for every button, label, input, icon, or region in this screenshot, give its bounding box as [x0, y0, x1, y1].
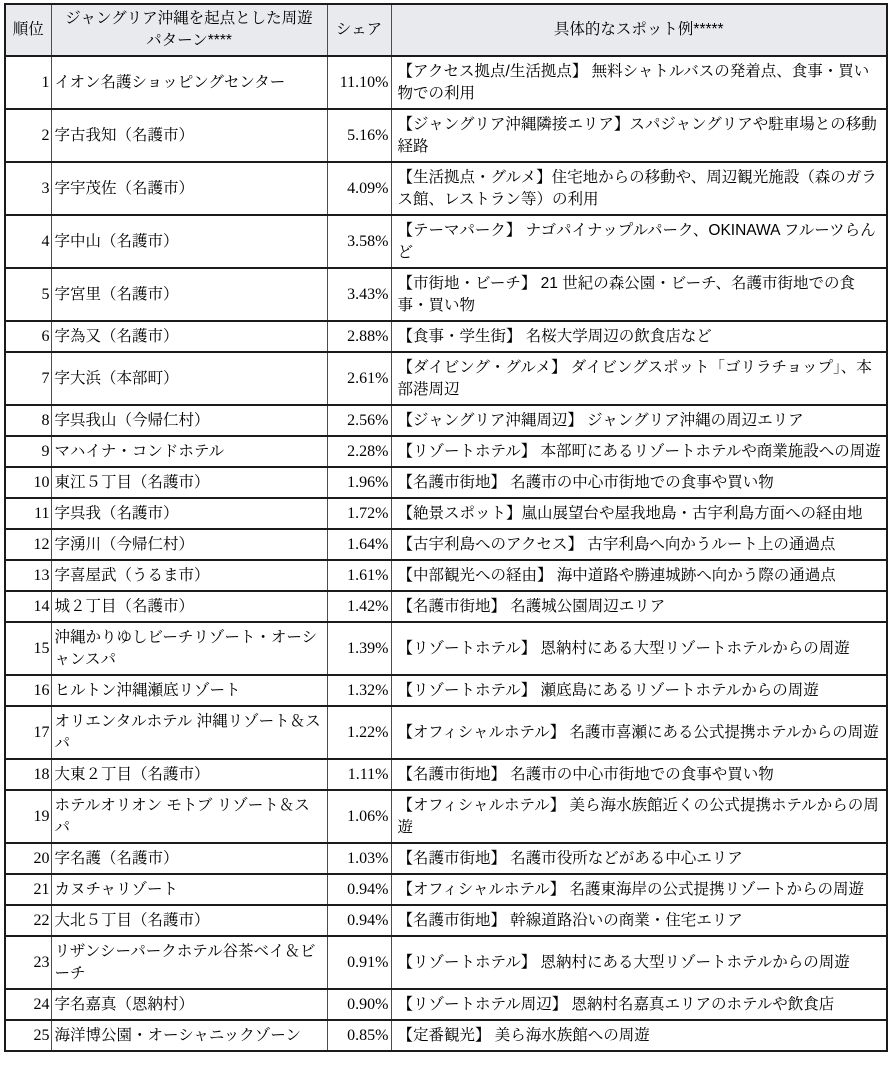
pattern-cell: 東江５丁目（名護市） [51, 467, 327, 498]
pattern-cell: 字中山（名護市） [51, 215, 327, 268]
column-header-spots: 具体的なスポット例***** [391, 4, 887, 56]
spot-cell: 【オフィシャルホテル】 美ら海水族館近くの公式提携ホテルからの周遊 [391, 790, 887, 843]
table-row [5, 905, 887, 936]
table-row [5, 529, 887, 560]
table-row [5, 162, 887, 215]
share-cell: 0.85% [327, 1020, 391, 1051]
rank-cell: 13 [5, 560, 51, 591]
table-row [5, 759, 887, 790]
share-cell: 1.03% [327, 843, 391, 874]
table-row [5, 936, 887, 989]
table-row [5, 843, 887, 874]
rank-cell: 2 [5, 109, 51, 162]
spot-cell: 【生活拠点・グルメ】住宅地からの移動や、周辺観光施設（森のガラス館、レストラン等）の利用 [391, 162, 887, 215]
rank-cell: 25 [5, 1020, 51, 1051]
pattern-cell: 字名護（名護市） [51, 843, 327, 874]
table-row [5, 56, 887, 109]
table-body [5, 56, 887, 1051]
spot-cell: 【オフィシャルホテル】 名護東海岸の公式提携リゾートからの周遊 [391, 874, 887, 905]
table-row [5, 675, 887, 706]
table-row [5, 560, 887, 591]
pattern-cell: 字為又（名護市） [51, 321, 327, 352]
pattern-cell: 沖縄かりゆしビーチリゾート・オーシャンスパ [51, 622, 327, 675]
rank-cell: 1 [5, 56, 51, 109]
table-row [5, 405, 887, 436]
table-row [5, 268, 887, 321]
pattern-cell: 大東２丁目（名護市） [51, 759, 327, 790]
pattern-cell: 字喜屋武（うるま市） [51, 560, 327, 591]
rank-cell: 8 [5, 405, 51, 436]
column-header-pattern: ジャングリア沖縄を起点とした周遊パターン**** [51, 4, 327, 56]
table-row [5, 1020, 887, 1051]
pattern-cell: 海洋博公園・オーシャニックゾーン [51, 1020, 327, 1051]
rank-cell: 3 [5, 162, 51, 215]
share-cell: 1.11% [327, 759, 391, 790]
spot-cell: 【市街地・ビーチ】 21 世紀の森公園・ビーチ、名護市街地での食事・買い物 [391, 268, 887, 321]
rank-cell: 9 [5, 436, 51, 467]
share-cell: 3.43% [327, 268, 391, 321]
spot-cell: 【リゾートホテル】 瀬底島にあるリゾートホテルからの周遊 [391, 675, 887, 706]
pattern-cell: イオン名護ショッピングセンター [51, 56, 327, 109]
spot-cell: 【ジャングリア沖縄隣接エリア】スパジャングリアや駐車場との移動経路 [391, 109, 887, 162]
pattern-cell: リザンシーパークホテル谷茶ベイ＆ビーチ [51, 936, 327, 989]
rank-cell: 12 [5, 529, 51, 560]
rank-cell: 24 [5, 989, 51, 1020]
pattern-cell: マハイナ・コンドホテル [51, 436, 327, 467]
table-row [5, 706, 887, 759]
pattern-cell: ヒルトン沖縄瀬底リゾート [51, 675, 327, 706]
rank-cell: 19 [5, 790, 51, 843]
spot-cell: 【テーマパーク】 ナゴパイナップルパーク、OKINAWA フルーツらんど [391, 215, 887, 268]
share-cell: 1.64% [327, 529, 391, 560]
table-row [5, 989, 887, 1020]
spot-cell: 【ジャングリア沖縄周辺】 ジャングリア沖縄の周辺エリア [391, 405, 887, 436]
table-row [5, 352, 887, 405]
spot-cell: 【中部観光への経由】 海中道路や勝連城跡へ向かう際の通過点 [391, 560, 887, 591]
pattern-cell: 字宇茂佐（名護市） [51, 162, 327, 215]
share-cell: 1.32% [327, 675, 391, 706]
pattern-cell: 字大浜（本部町） [51, 352, 327, 405]
spot-cell: 【アクセス拠点/生活拠点】 無料シャトルバスの発着点、食事・買い物での利用 [391, 56, 887, 109]
spot-cell: 【名護市街地】 名護市役所などがある中心エリア [391, 843, 887, 874]
spot-cell: 【ダイビング・グルメ】 ダイビングスポット「ゴリラチョップ」、本部港周辺 [391, 352, 887, 405]
table-row [5, 874, 887, 905]
rank-cell: 14 [5, 591, 51, 622]
share-cell: 11.10% [327, 56, 391, 109]
table-row [5, 109, 887, 162]
pattern-cell: 城２丁目（名護市） [51, 591, 327, 622]
rank-cell: 18 [5, 759, 51, 790]
rank-cell: 21 [5, 874, 51, 905]
rank-cell: 6 [5, 321, 51, 352]
spot-cell: 【絶景スポット】嵐山展望台や屋我地島・古宇利島方面への経由地 [391, 498, 887, 529]
rank-cell: 17 [5, 706, 51, 759]
share-cell: 1.72% [327, 498, 391, 529]
pattern-cell: カヌチャリゾート [51, 874, 327, 905]
pattern-cell: 字呉我（名護市） [51, 498, 327, 529]
pattern-cell: 字呉我山（今帰仁村） [51, 405, 327, 436]
share-cell: 1.22% [327, 706, 391, 759]
column-header-share: シェア [327, 4, 391, 56]
share-cell: 0.94% [327, 874, 391, 905]
spot-cell: 【リゾートホテル】 本部町にあるリゾートホテルや商業施設への周遊 [391, 436, 887, 467]
share-cell: 4.09% [327, 162, 391, 215]
share-cell: 2.88% [327, 321, 391, 352]
spot-cell: 【リゾートホテル】 恩納村にある大型リゾートホテルからの周遊 [391, 622, 887, 675]
rank-cell: 5 [5, 268, 51, 321]
share-cell: 5.16% [327, 109, 391, 162]
rank-cell: 4 [5, 215, 51, 268]
spot-cell: 【名護市街地】 名護市の中心市街地での食事や買い物 [391, 759, 887, 790]
pattern-cell: 字名嘉真（恩納村） [51, 989, 327, 1020]
table-row [5, 591, 887, 622]
table-row [5, 467, 887, 498]
table-row [5, 622, 887, 675]
rank-cell: 16 [5, 675, 51, 706]
share-cell: 3.58% [327, 215, 391, 268]
table-header [5, 4, 887, 56]
share-cell: 0.91% [327, 936, 391, 989]
rank-cell: 15 [5, 622, 51, 675]
table-row [5, 215, 887, 268]
share-cell: 2.56% [327, 405, 391, 436]
table-row [5, 498, 887, 529]
share-cell: 1.61% [327, 560, 391, 591]
spot-cell: 【定番観光】 美ら海水族館への周遊 [391, 1020, 887, 1051]
header-row [5, 4, 887, 56]
spot-cell: 【リゾートホテル周辺】 恩納村名嘉真エリアのホテルや飲食店 [391, 989, 887, 1020]
share-cell: 1.96% [327, 467, 391, 498]
pattern-cell: 字古我知（名護市） [51, 109, 327, 162]
rank-cell: 22 [5, 905, 51, 936]
rank-cell: 11 [5, 498, 51, 529]
table-row [5, 321, 887, 352]
share-cell: 1.39% [327, 622, 391, 675]
spot-cell: 【オフィシャルホテル】 名護市喜瀬にある公式提携ホテルからの周遊 [391, 706, 887, 759]
share-cell: 0.90% [327, 989, 391, 1020]
rank-cell: 10 [5, 467, 51, 498]
share-cell: 1.42% [327, 591, 391, 622]
share-cell: 2.61% [327, 352, 391, 405]
spot-cell: 【名護市街地】 名護市の中心市街地での食事や買い物 [391, 467, 887, 498]
column-header-rank: 順位 [5, 4, 51, 56]
rank-cell: 20 [5, 843, 51, 874]
spot-cell: 【食事・学生街】 名桜大学周辺の飲食店など [391, 321, 887, 352]
pattern-cell: 字湧川（今帰仁村） [51, 529, 327, 560]
table-row [5, 790, 887, 843]
tour-pattern-table [4, 3, 888, 1052]
spot-cell: 【古宇利島へのアクセス】 古宇利島へ向かうルート上の通過点 [391, 529, 887, 560]
rank-cell: 7 [5, 352, 51, 405]
share-cell: 1.06% [327, 790, 391, 843]
spot-cell: 【名護市街地】 名護城公園周辺エリア [391, 591, 887, 622]
table-row [5, 436, 887, 467]
spot-cell: 【リゾートホテル】 恩納村にある大型リゾートホテルからの周遊 [391, 936, 887, 989]
spot-cell: 【名護市街地】 幹線道路沿いの商業・住宅エリア [391, 905, 887, 936]
share-cell: 2.28% [327, 436, 391, 467]
pattern-cell: 字宮里（名護市） [51, 268, 327, 321]
pattern-cell: オリエンタルホテル 沖縄リゾート＆スパ [51, 706, 327, 759]
pattern-cell: ホテルオリオン モトブ リゾート＆スパ [51, 790, 327, 843]
pattern-cell: 大北５丁目（名護市） [51, 905, 327, 936]
share-cell: 0.94% [327, 905, 391, 936]
rank-cell: 23 [5, 936, 51, 989]
